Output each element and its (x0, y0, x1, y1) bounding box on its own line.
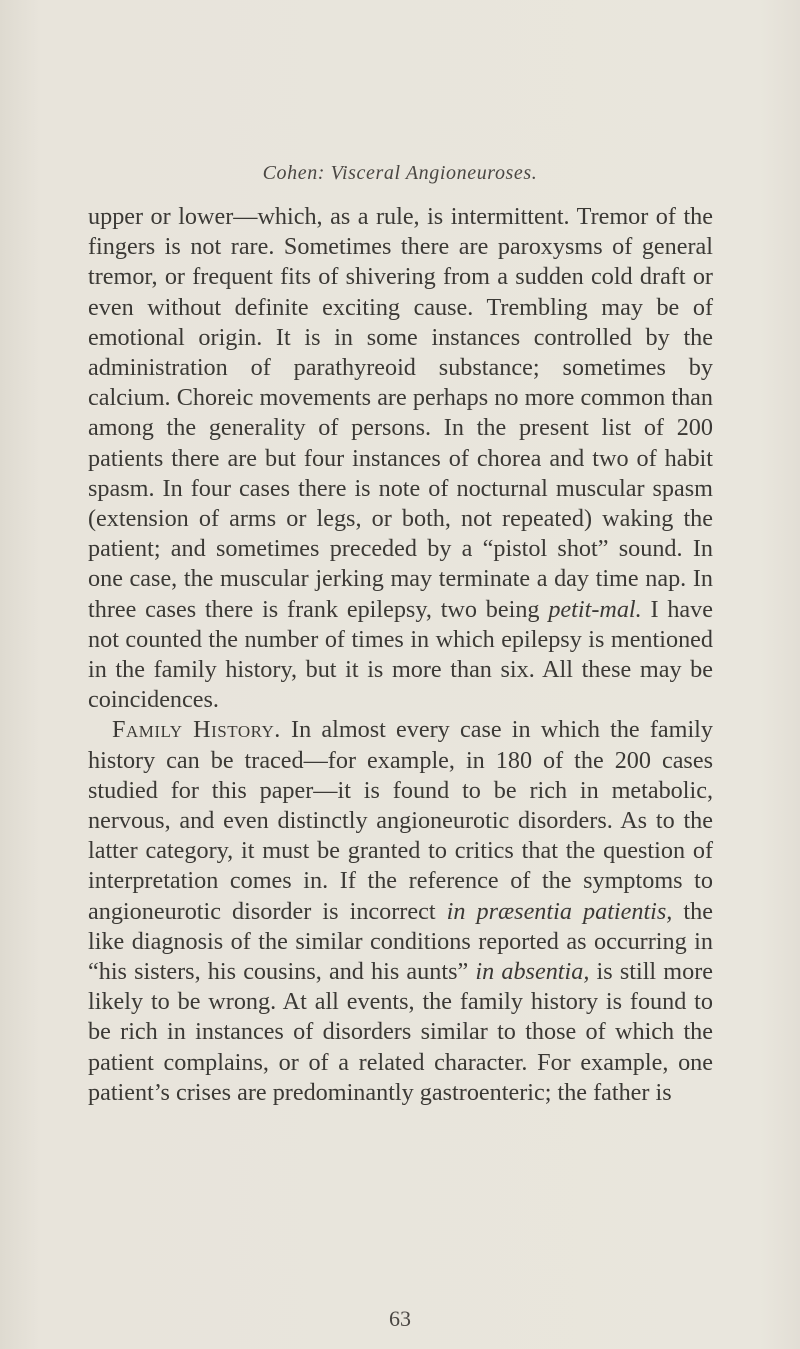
section-heading: Family History. (112, 716, 281, 744)
text-span: upper or lower—which, as a rule, is intermittent. Tremor of the fingers is not rare. Sometimes there are paroxysms of general tremor, or frequent fits of shivering from a sudden cold draft or even without definite exciting cause. Trembling may be of emotional origin. It is in some instances controlled by the administration of parathyreoid substance; sometimes by calcium. Choreic movements are perhaps no more common than among the generality of persons. In the present list of 200 patients there are but four instances of chorea and two of habit spasm. In four cases there is note of nocturnal muscular spasm (extension of arms or legs, or both, not repeated) waking the patient; and sometimes preceded by a “pistol shot” sound. In one case, the muscular jerking may terminate a day time nap. In three cases there is frank epilepsy, two being (88, 203, 713, 623)
text-span-italic: in absentia, (475, 958, 590, 986)
paragraph-1 (88, 202, 713, 715)
text-span: In almost every case in which the family history can be traced—for example, in 180 of the 200 cases studied for this paper—it is found to be rich in metabolic, nervous, and even distinctly angioneurotic disorders. As to the latter category, it must be granted to critics that the question of interpretation comes in. If the reference of the symptoms to angioneurotic disorder is incorrect (88, 716, 713, 925)
text-span: is still more likely to be wrong. At all events, the family history is found to be rich in instances of disorders similar to those of which the patient complains, or of a related character. For example, one patient’s crises are predominantly gastroenteric; the father is (88, 958, 714, 1106)
text-span-italic: in præsentia patientis, (446, 897, 673, 925)
text-span: the like diagnosis of the similar conditions reported as occurring in “his sisters, his cousins, and his aunts” (88, 897, 713, 986)
running-head: Cohen: Visceral Angioneuroses. (262, 162, 538, 184)
body-text (88, 202, 713, 1108)
page-number: 63 (389, 1306, 411, 1331)
paragraph-2 (88, 715, 713, 1108)
text-span-italic: petit-mal. (548, 595, 642, 623)
text-span: I have not counted the number of times in which epilepsy is mentioned in the family history, but it is more than six. All these may be coincidences. (88, 595, 714, 714)
